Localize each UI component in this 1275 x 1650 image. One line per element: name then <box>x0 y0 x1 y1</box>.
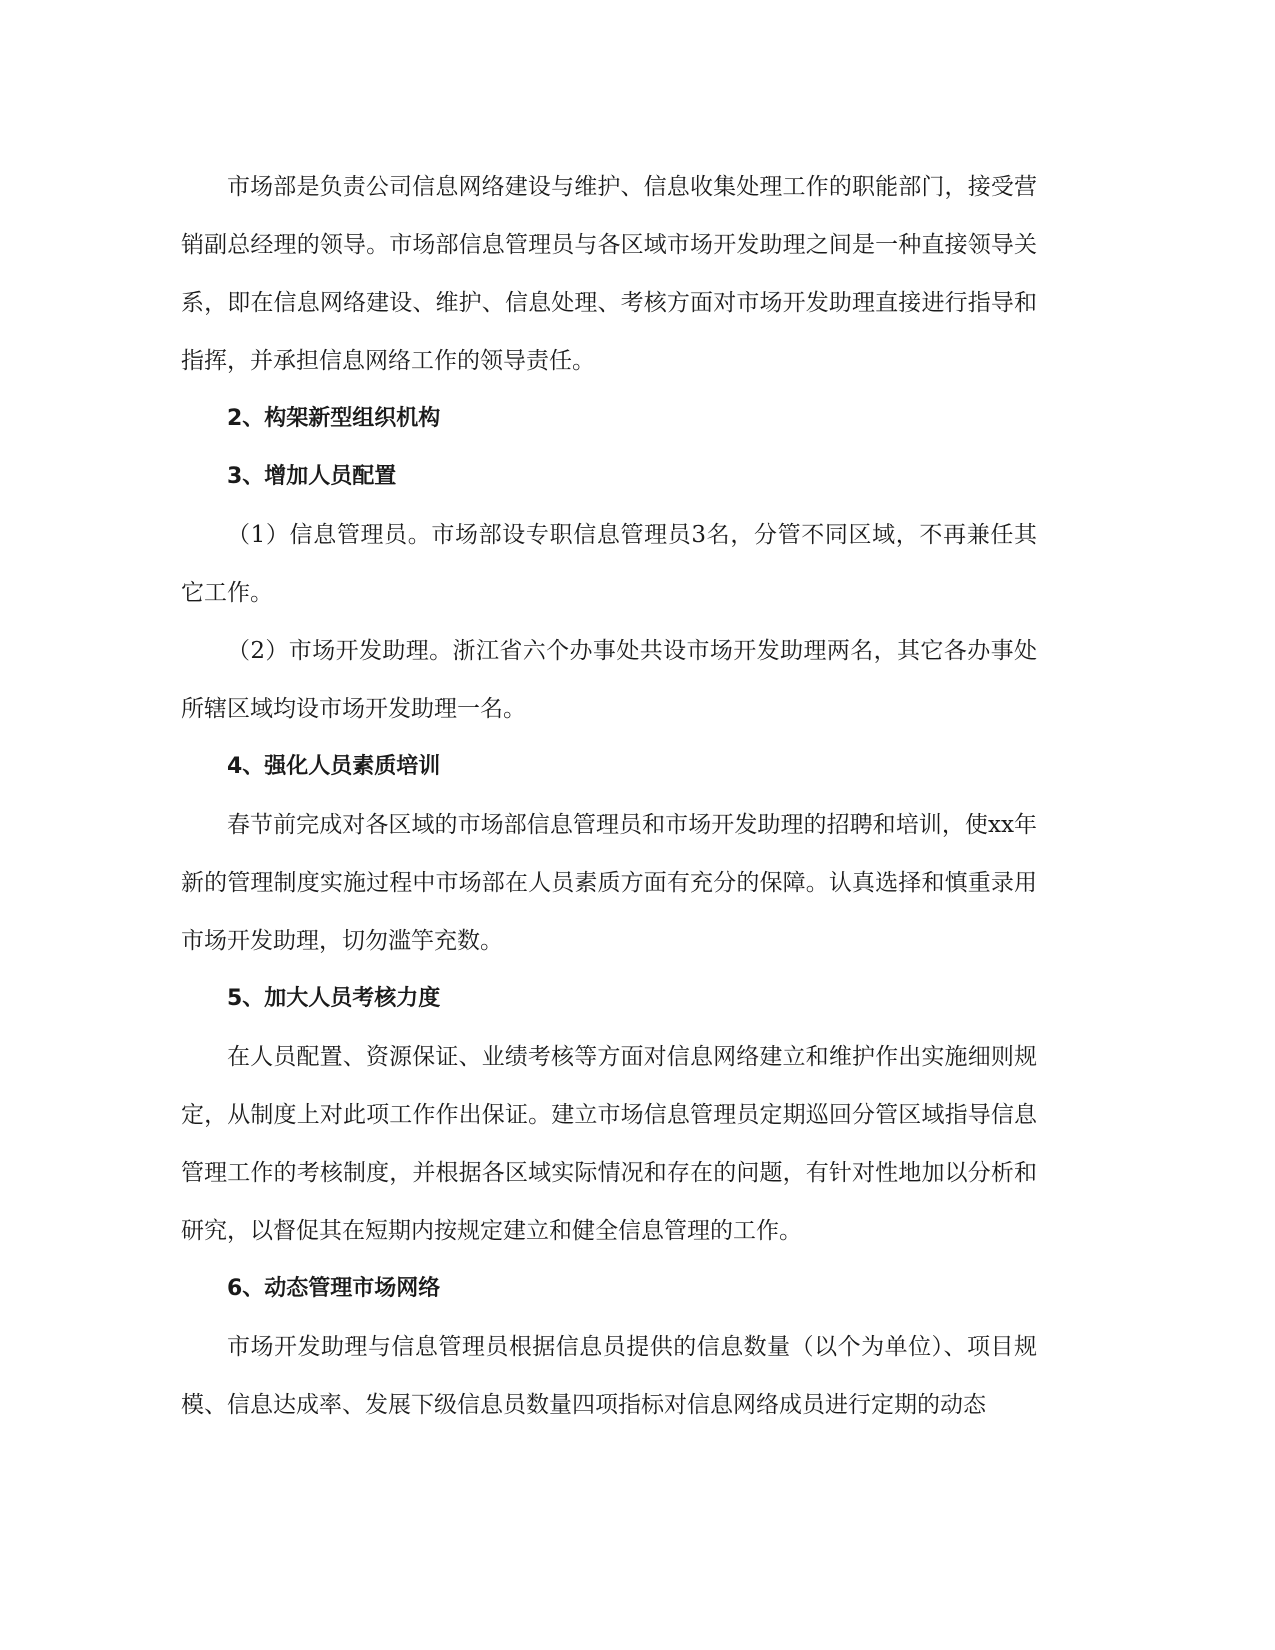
document-body <box>181 158 1037 1434</box>
paragraph-assessment: 在人员配置、资源保证、业绩考核等方面对信息网络建立和维护作出实施细则规定，从制度上对此项工作作出保证。建立市场信息管理员定期巡回分管区域指导信息管理工作的考核制度，并根据各区域实际情况和存在的问题，有针对性地加以分析和研究，以督促其在短期内按规定建立和健全信息管理的工作。 <box>181 1044 1037 1244</box>
paragraph-market-dept-role: 市场部是负责公司信息网络建设与维护、信息收集处理工作的职能部门，接受营销副总经理的领导。市场部信息管理员与各区域市场开发助理之间是一种直接领导关系，即在信息网络建设、维护、信息处理、考核方面对市场开发助理直接进行指导和指挥，并承担信息网络工作的领导责任。 <box>181 174 1037 374</box>
heading-assessment: 5、加大人员考核力度 <box>227 986 441 1011</box>
paragraph-market-assistant: （2）市场开发助理。浙江省六个办事处共设市场开发助理两名，其它各办事处所辖区域均设市场开发助理一名。 <box>181 638 1037 722</box>
paragraph-info-manager: （1）信息管理员。市场部设专职信息管理员3名，分管不同区域，不再兼任其它工作。 <box>181 522 1037 606</box>
heading-training: 4、强化人员素质培训 <box>227 754 441 779</box>
heading-new-organization: 2、构架新型组织机构 <box>227 406 441 431</box>
paragraph-dynamic-management: 市场开发助理与信息管理员根据信息员提供的信息数量（以个为单位）、项目规模、信息达成率、发展下级信息员数量四项指标对信息网络成员进行定期的动态 <box>181 1334 1037 1418</box>
paragraph-training: 春节前完成对各区域的市场部信息管理员和市场开发助理的招聘和培训，使xx年新的管理制度实施过程中市场部在人员素质方面有充分的保障。认真选择和慎重录用市场开发助理，切勿滥竽充数。 <box>181 812 1037 954</box>
heading-dynamic-management: 6、动态管理市场网络 <box>227 1276 441 1301</box>
heading-staffing: 3、增加人员配置 <box>227 464 397 489</box>
